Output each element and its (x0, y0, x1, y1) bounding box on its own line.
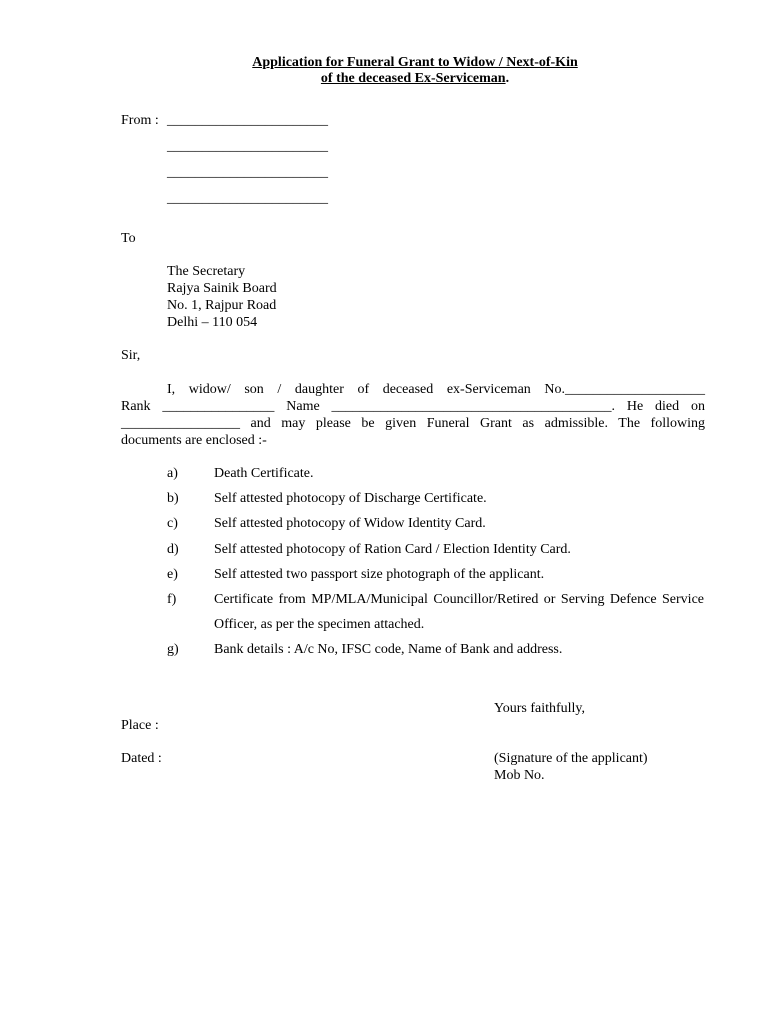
document-item-d: Self attested photocopy of Ration Card / Election Identity Card. (214, 542, 571, 557)
document-item-a: Death Certificate. (214, 466, 314, 481)
document-letter-c: c) (167, 516, 178, 531)
from-line-4[interactable]: _______________________ (167, 191, 328, 206)
body-line-2: Rank ________________ Name ________________________________________. He died on (121, 399, 705, 414)
document-item-b: Self attested photocopy of Discharge Certificate. (214, 491, 487, 506)
document-letter-b: b) (167, 491, 179, 506)
salutation: Sir, (121, 348, 141, 363)
document-item-f: Certificate from MP/MLA/Municipal Councillor/Retired or Serving Defence Service Officer, as per the specimen attached. (214, 592, 704, 632)
document-letter-e: e) (167, 567, 178, 582)
from-line-1[interactable]: _______________________ (167, 113, 328, 128)
form-title: Application for Funeral Grant to Widow / Next-of-Kin (252, 55, 578, 70)
from-line-3[interactable]: _______________________ (167, 165, 328, 180)
document-letter-g: g) (167, 642, 179, 657)
form-subtitle-text: of the deceased Ex-Serviceman (320, 71, 506, 86)
dated-label: Dated : (121, 751, 162, 766)
from-line-2[interactable]: _______________________ (167, 139, 328, 154)
body-line-3: _________________ and may please be given Funeral Grant as admissible. The following (121, 416, 705, 431)
to-label: To (121, 231, 136, 246)
address-line-1: The Secretary (167, 264, 246, 279)
document-item-e: Self attested two passport size photograph of the applicant. (214, 567, 545, 582)
document-letter-f: f) (167, 592, 177, 607)
mobile-label: Mob No. (494, 768, 545, 783)
address-line-3: No. 1, Rajpur Road (167, 298, 277, 313)
document-item-g: Bank details : A/c No, IFSC code, Name of Bank and address. (214, 642, 563, 657)
place-label: Place : (121, 718, 159, 733)
form-subtitle (0, 70, 770, 87)
form-subtitle-period: . (505, 71, 510, 86)
body-line-1: I, widow/ son / daughter of deceased ex-Serviceman No.____________________ (167, 382, 705, 397)
address-line-2: Rajya Sainik Board (167, 281, 277, 296)
from-label: From : (121, 113, 159, 128)
yours-faithfully: Yours faithfully, (494, 701, 586, 716)
body-line-4: documents are enclosed :- (121, 433, 267, 448)
document-letter-a: a) (167, 466, 178, 481)
address-line-4: Delhi – 110 054 (167, 315, 258, 330)
signature-label: (Signature of the applicant) (494, 751, 648, 766)
document-letter-d: d) (167, 542, 179, 557)
document-item-c: Self attested photocopy of Widow Identity Card. (214, 516, 486, 531)
